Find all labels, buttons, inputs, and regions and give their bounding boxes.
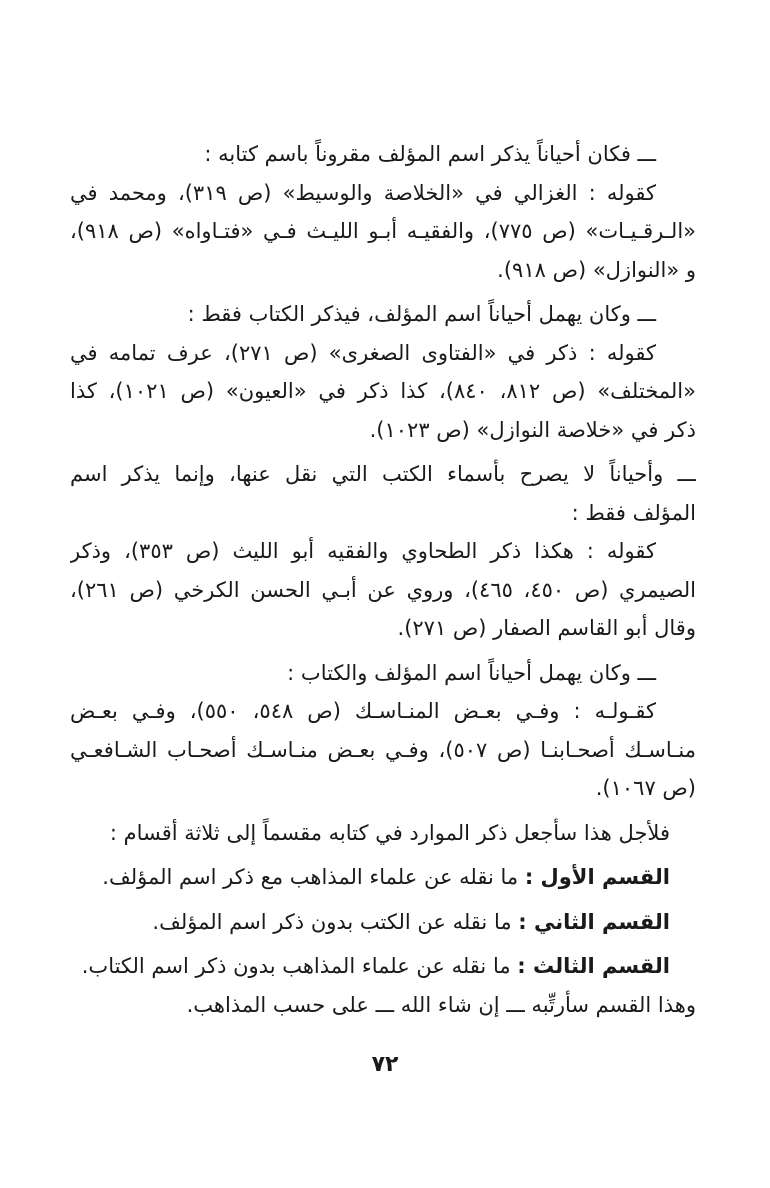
paragraph-line: فلأجل هذا سأجعل ذكر الموارد في كتابه مقسماً إلى ثلاثة أقسام : [109, 820, 670, 845]
section-label: القسم الثالث : [517, 954, 670, 978]
paragraph-line: «الـرقـيـات» (ص ٧٧٥)، والفقيـه أبـو الليـث فـي «فتـاواه» (ص ٩١٨)، [70, 219, 696, 243]
paragraph-line: ـــ وأحياناً لا يصرح بأسماء الكتب التي نقل عنها، وإنما يذكر اسم [70, 462, 696, 486]
paragraph-line: ـــ وكان يهمل أحياناً اسم المؤلف، فيذكر الكتاب فقط : [187, 302, 656, 326]
paragraph-line: كقـولـه : وفـي بعـض المنـاسـك (ص ٥٤٨، ٥٥٠)، وفـي بعـض [70, 699, 657, 723]
section-item-third [70, 947, 696, 986]
paragraph-line: (ص ١٠٦٧). [595, 776, 696, 800]
section-item-first [70, 858, 696, 897]
page-body [70, 135, 696, 1024]
paragraph-line: ـــ وكان يهمل أحياناً اسم المؤلف والكتاب : [287, 660, 656, 685]
paragraph-line: كقوله : ذكر في «الفتاوى الصغرى» (ص ٢٧١)، عرف تمامه في [70, 340, 656, 365]
paragraph-line: منـاسـك أصحـابنـا (ص ٥٠٧)، وفـي بعـض منـاسـك أصحـاب الشـافعـي [70, 737, 696, 762]
paragraph-line: المؤلف فقط : [571, 500, 696, 525]
paragraph-line: «المختلف» (ص ٨١٢، ٨٤٠)، كذا ذكر في «العيون» (ص ١٠٢١)، كذا [70, 379, 696, 403]
section-text: ما نقله عن الكتب بدون ذكر اسم المؤلف. [152, 909, 519, 934]
paragraph-line: وقال أبو القاسم الصفار (ص ٢٧١). [397, 616, 696, 640]
section-text: ما نقله عن علماء المذاهب مع ذكر اسم المؤلف. [102, 865, 525, 889]
section-label: القسم الثاني : [518, 909, 670, 934]
paragraph-line: ـــ فكان أحياناً يذكر اسم المؤلف مقروناً باسم كتابه : [204, 142, 656, 166]
paragraph-line: كقوله : هكذا ذكر الطحاوي والفقيه أبو الليث (ص ٣٥٣)، وذكر [70, 539, 656, 563]
section-label: القسم الأول : [524, 865, 670, 889]
section-item-second [70, 903, 696, 942]
paragraph-line: كقوله : الغزالي في «الخلاصة والوسيط» (ص ٣١٩)، ومحمد في [70, 180, 656, 205]
paragraph-line: ذكر في «خلاصة النوازل» (ص ١٠٢٣). [369, 417, 696, 442]
page-number: ٧٢ [371, 1052, 399, 1077]
paragraph-line: الصيمري (ص ٤٥٠، ٤٦٥)، وروي عن أبـي الحسن الكرخي (ص ٢٦١)، [70, 577, 696, 602]
paragraph-line: وهذا القسم سأرتِّبه ـــ إن شاء الله ـــ على حسب المذاهب. [186, 992, 696, 1017]
section-text: ما نقله عن علماء المذاهب بدون ذكر اسم الكتاب. [81, 954, 518, 978]
paragraph-line: و «النوازل» (ص ٩١٨). [497, 257, 696, 282]
